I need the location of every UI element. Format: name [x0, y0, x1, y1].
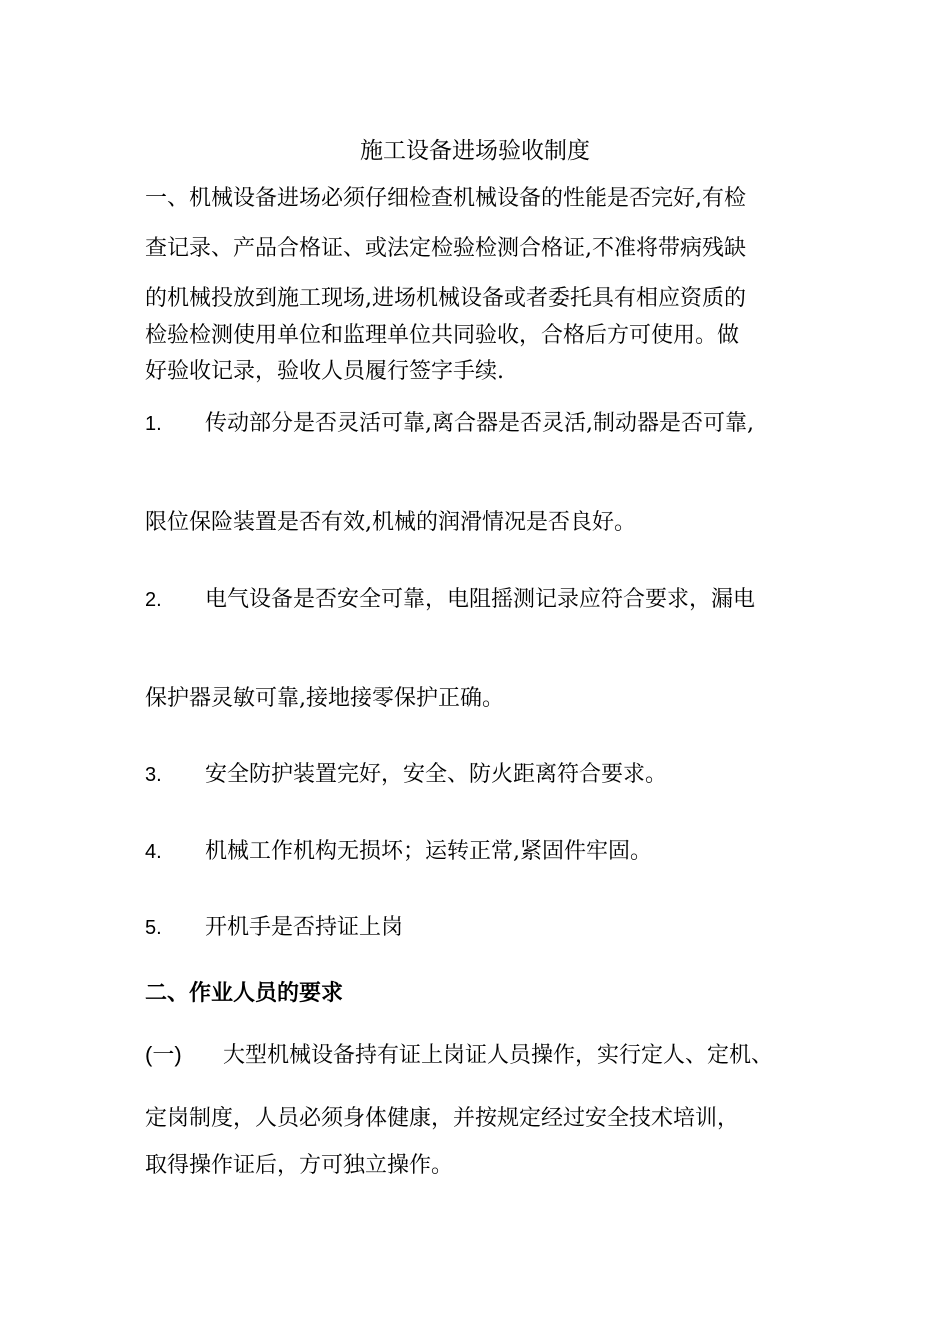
list-item-number: 5.	[145, 917, 162, 939]
list-item-4	[145, 837, 652, 867]
list-item-number: 2.	[145, 589, 162, 611]
section1-line-1: 一、机械设备进场必须仔细检查机械设备的性能是否完好,有检	[145, 186, 746, 211]
list-item-3	[145, 760, 667, 790]
section1-line-4: 检验检测使用单位和监理单位共同验收，合格后方可使用。做	[145, 323, 740, 348]
list-item-number: 1.	[145, 413, 162, 435]
sub-item-number: (一)	[145, 1042, 182, 1067]
list-item-2-continuation: 保护器灵敏可靠,接地接零保护正确。	[145, 686, 504, 711]
list-item-text: 机械工作机构无损坏；运转正常,紧固件牢固。	[205, 839, 652, 864]
sub-item-1-continuation-2: 取得操作证后，方可独立操作。	[145, 1153, 454, 1178]
section1-line-2: 查记录、产品合格证、或法定检验检测合格证,不准将带病残缺	[145, 236, 746, 261]
list-item-2	[145, 585, 755, 615]
list-item-text: 开机手是否持证上岗	[205, 915, 404, 940]
sub-item-text: 大型机械设备持有证上岗证人员操作，实行定人、定机、	[223, 1043, 774, 1068]
sub-item-1	[145, 1040, 773, 1071]
list-item-text: 电气设备是否安全可靠，电阻摇测记录应符合要求，漏电	[205, 587, 756, 612]
list-item-5	[145, 913, 403, 943]
list-item-number: 4.	[145, 841, 162, 863]
list-item-1-continuation: 限位保险装置是否有效,机械的润滑情况是否良好。	[145, 510, 636, 535]
list-item-1	[145, 409, 754, 439]
sub-item-1-continuation-1: 定岗制度，人员必须身体健康，并按规定经过安全技术培训，	[145, 1106, 740, 1131]
section1-line-5: 好验收记录，验收人员履行签字手续.	[145, 359, 504, 384]
list-item-text: 传动部分是否灵活可靠,离合器是否灵活,制动器是否可靠,	[205, 411, 754, 436]
section2-heading: 二、作业人员的要求	[145, 981, 344, 1006]
list-item-text: 安全防护装置完好，安全、防火距离符合要求。	[205, 762, 668, 787]
section1-line-3: 的机械投放到施工现场,进场机械设备或者委托具有相应资质的	[145, 286, 746, 311]
list-item-number: 3.	[145, 764, 162, 786]
document-title: 施工设备进场验收制度	[360, 138, 590, 164]
